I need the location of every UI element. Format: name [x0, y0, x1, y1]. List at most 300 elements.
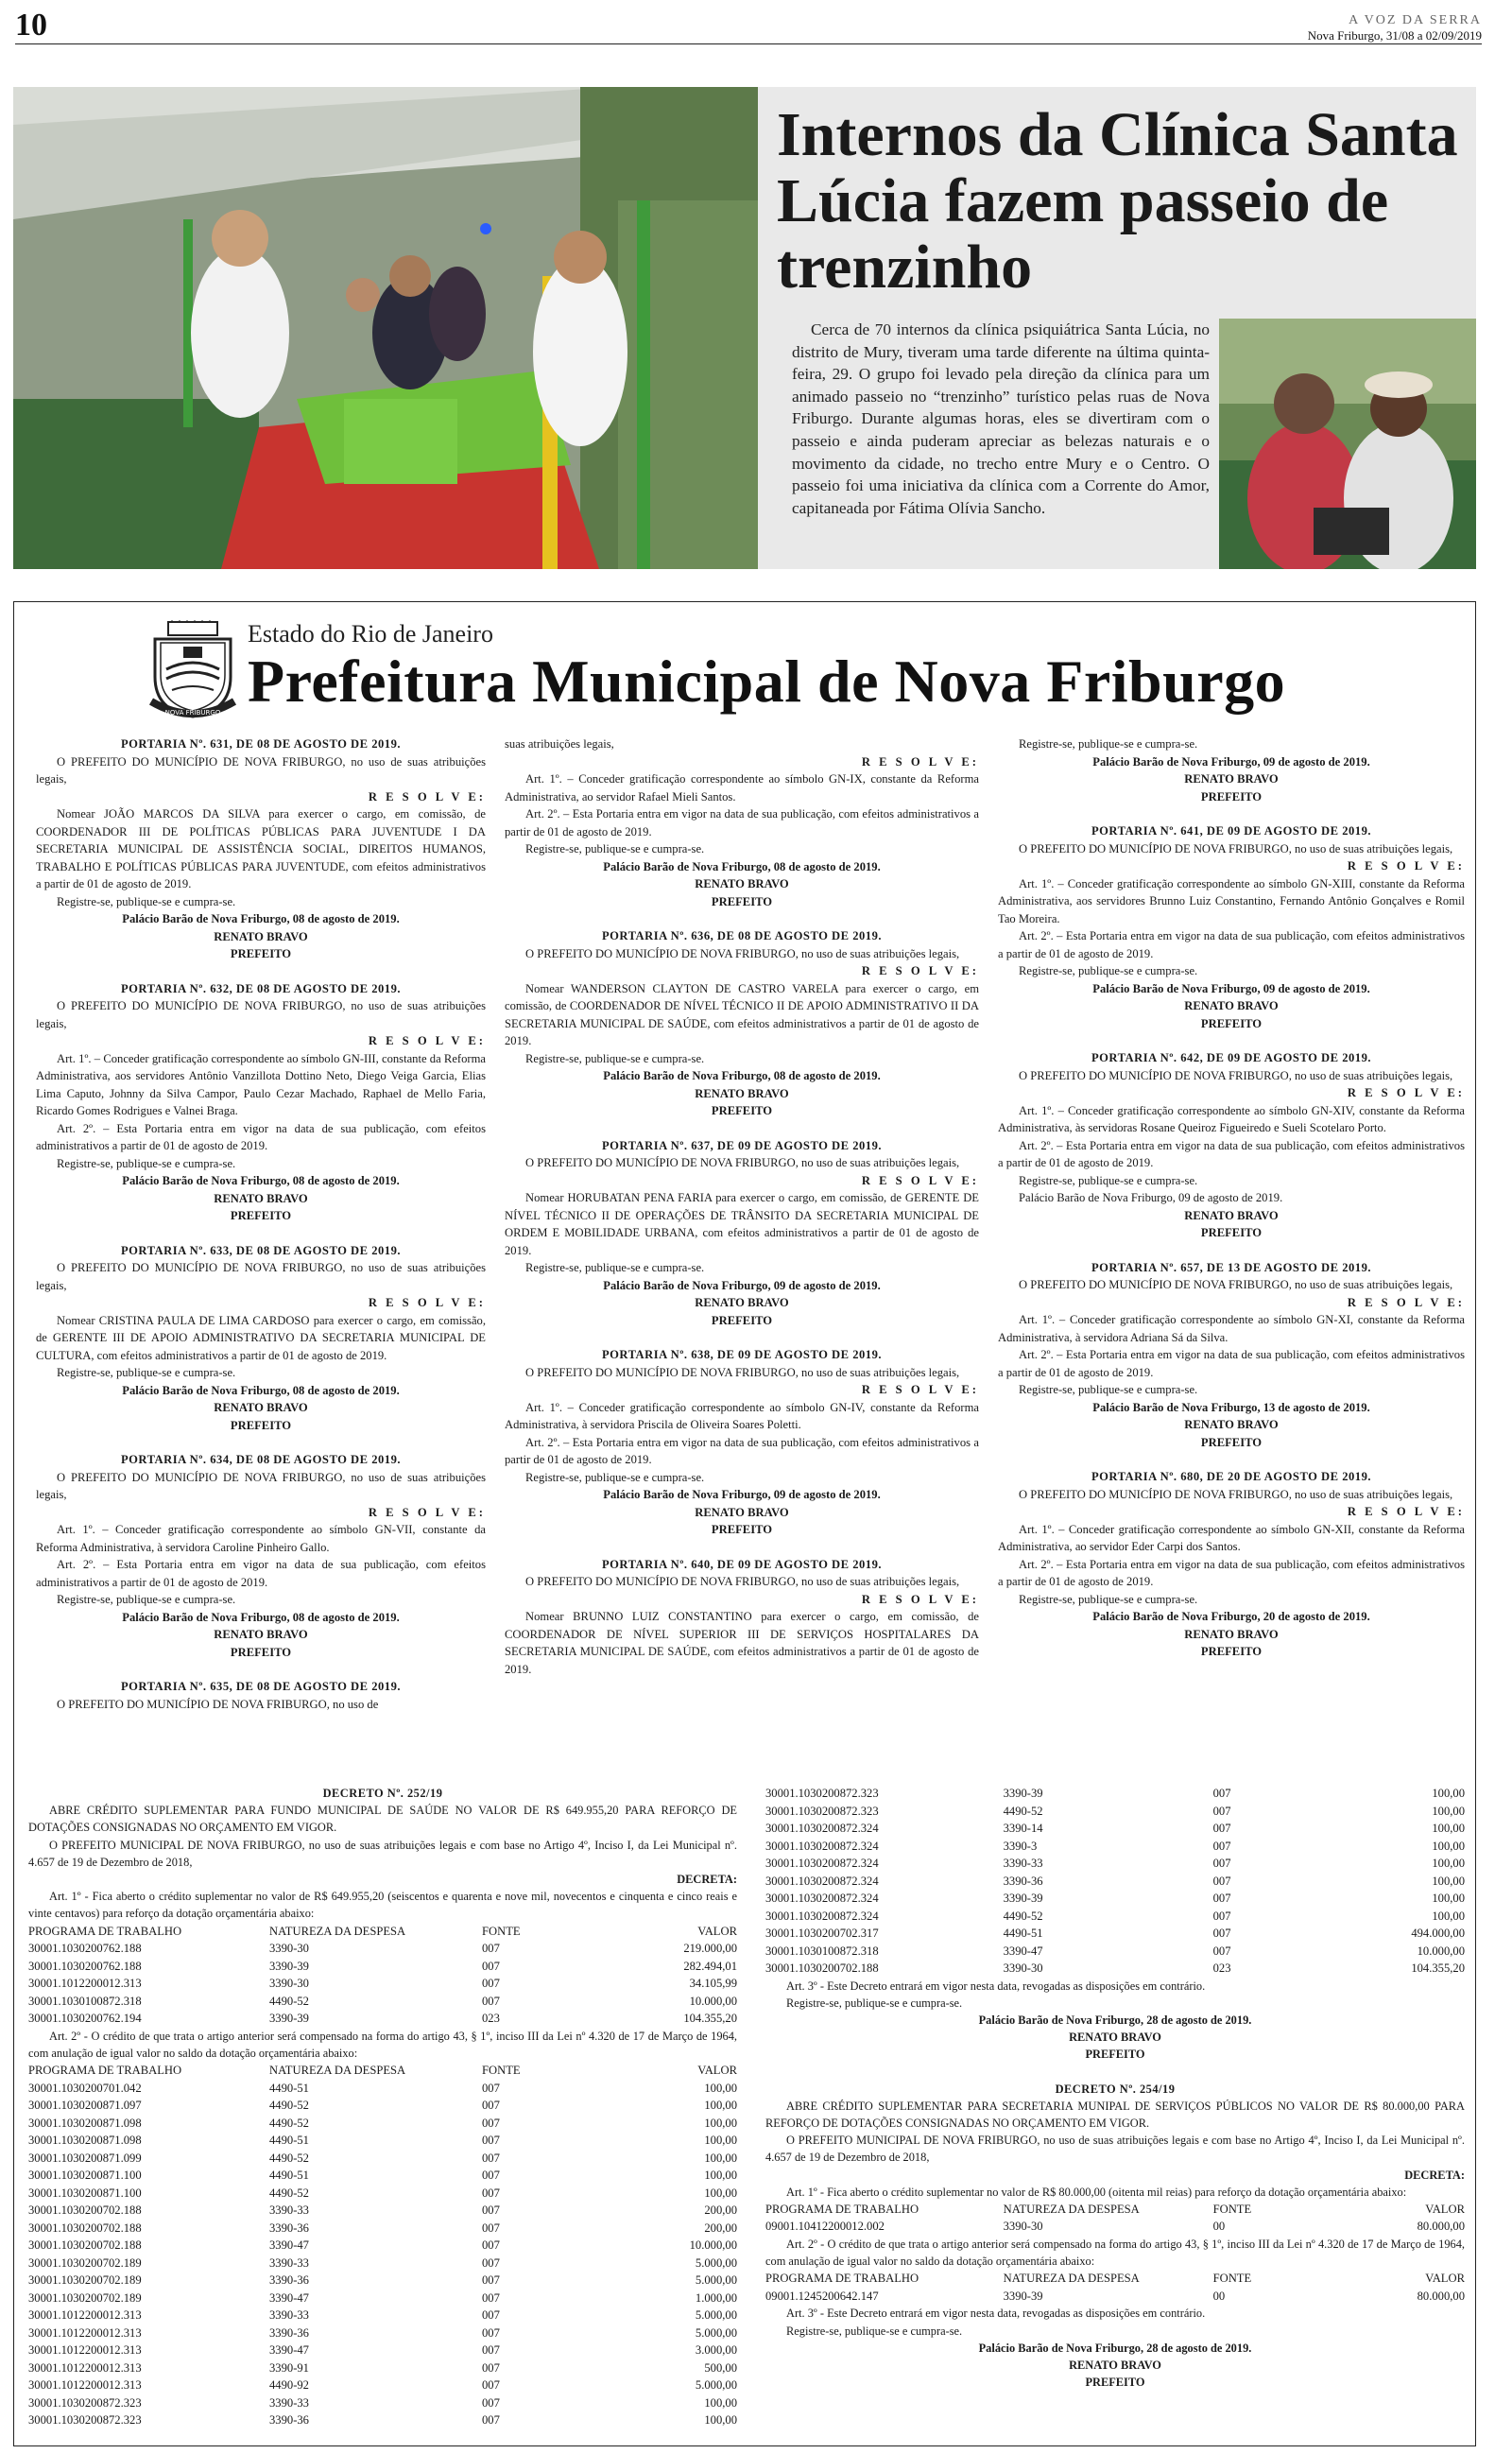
portaria-680	[998, 1468, 1465, 1661]
resolve: R E S O L V E:	[368, 1296, 486, 1309]
portaria-text: Art. 1º. – Conceder gratificação correspondente ao símbolo GN-VII, constante da Reforma Administrativa, à servidora Caroline Pinheiro Gallo.	[36, 1523, 486, 1554]
signer-role: PREFEITO	[711, 1104, 773, 1117]
programa-cell: 30001.1030200871.100	[28, 2186, 142, 2200]
natureza-cell: 4490-92	[269, 2378, 309, 2393]
publique: Registre-se, publique-se e cumpra-se.	[57, 894, 236, 908]
table-row	[765, 2218, 1465, 2236]
portaria-text: Nomear CRISTINA PAULA DE LIMA CARDOSO para exercer o cargo, em comissão, de GERENTE III DE APOIO ADMINISTRATIVO DA SECRETARIA MUNICIPAL DE CULTURA, com efeitos administrativos a partir de 01 de agosto de 2019.	[36, 1313, 486, 1362]
palace-date: Palácio Barão de Nova Friburgo, 08 de agosto de 2019.	[122, 912, 400, 925]
state-name: Estado do Rio de Janeiro	[248, 620, 493, 648]
programa-cell: 30001.1030200871.098	[28, 2134, 142, 2148]
publique: Registre-se, publique-se e cumpra-se.	[786, 1996, 963, 2010]
signer-name: RENATO BRAVO	[1069, 2031, 1161, 2045]
signer-name: RENATO BRAVO	[1184, 1208, 1279, 1222]
col-header-fonte: FONTE	[482, 2064, 521, 2078]
column-3	[998, 735, 1465, 1661]
decreto-art2: Art. 2º - O crédito de que trata o artigo anterior será compensado na forma do artigo 43, § 1º, inciso III da Lei nº 4.320 de 17 de Março de 1964, com anulação de igual valor no saldo da dotação orçamentária abaixo:	[28, 2029, 737, 2060]
programa-cell: 30001.1030100872.318	[765, 1944, 879, 1958]
natureza-cell: 3390-30	[269, 1977, 309, 1991]
signer-role: PREFEITO	[1085, 2376, 1145, 2390]
portaria-text: Nomear WANDERSON CLAYTON DE CASTRO VARELA para exercer o cargo, em comissão, de COORDENADOR DE NÍVEL TÉCNICO II DE APOIO ADMINISTRATIVO II DA SECRETARIA MUNICIPAL DE SAÚDE, com efeitos administrativos a partir de 01 de agosto de 2019.	[505, 981, 979, 1047]
programa-cell: 30001.1012200012.313	[28, 2378, 142, 2393]
programa-cell: 30001.1030200872.323	[28, 2395, 142, 2410]
portaria-title: PORTARIA Nº. 634, DE 08 DE AGOSTO DE 2019.	[120, 1453, 402, 1466]
signer-role: PREFEITO	[1200, 1226, 1263, 1239]
signer-name: RENATO BRAVO	[695, 1296, 789, 1309]
table-row	[28, 2359, 737, 2377]
table-row	[28, 1993, 737, 2011]
table-row	[765, 1803, 1465, 1821]
valor-cell: 200,00	[704, 2203, 737, 2218]
fonte-cell: 007	[1212, 1822, 1231, 1835]
fonte-cell: 007	[482, 1959, 500, 1973]
programa-cell: 30001.1030200702.188	[765, 1961, 879, 1975]
decreto-254-table-2	[765, 2270, 1465, 2305]
col-header-natureza: NATUREZA DA DESPESA	[1003, 2272, 1140, 2286]
valor-cell: 10.000,00	[689, 1994, 737, 2008]
publique: Registre-se, publique-se e cumpra-se.	[1019, 1592, 1198, 1606]
programa-cell: 30001.1012200012.313	[28, 2343, 142, 2358]
col-header-valor: VALOR	[1425, 2272, 1465, 2286]
decreto-art3: Art. 3º - Este Decreto entrará em vigor nesta data, revogadas as disposições em contrário.	[786, 2307, 1206, 2321]
natureza-cell: 3390-39	[269, 1959, 309, 1973]
table-row	[765, 1960, 1465, 1978]
portaria-vigor: Art. 2º. – Esta Portaria entra em vigor na data de sua publicação, com efeitos administrativos a partir de 01 de agosto de 2019.	[505, 807, 979, 838]
table-row	[765, 2288, 1465, 2306]
valor-cell: 10.000,00	[1417, 1944, 1465, 1958]
portaria-635-start	[36, 1678, 486, 1713]
fonte-cell: 007	[482, 2169, 500, 2183]
natureza-cell: 3390-33	[1003, 1857, 1043, 1870]
natureza-cell: 3390-47	[269, 2343, 309, 2358]
fonte-cell: 007	[482, 2343, 500, 2358]
natureza-cell: 4490-52	[269, 1994, 309, 2008]
fonte-cell: 007	[482, 1994, 500, 2008]
portaria-title: PORTARIA Nº. 633, DE 08 DE AGOSTO DE 2019.	[120, 1243, 402, 1257]
palace-date: Palácio Barão de Nova Friburgo, 09 de agosto de 2019.	[1092, 981, 1370, 995]
portaria-title: PORTARIA Nº. 657, DE 13 DE AGOSTO DE 2019.	[1091, 1260, 1372, 1274]
natureza-cell: 4490-52	[269, 2116, 309, 2130]
signer-role: PREFEITO	[230, 1645, 292, 1659]
train-photo	[13, 87, 758, 569]
prefeitura-title: Prefeitura Municipal de Nova Friburgo	[248, 648, 1286, 715]
valor-cell: 494.000,00	[1411, 1927, 1465, 1940]
fonte-cell: 007	[482, 2255, 500, 2270]
valor-cell: 34.105,99	[689, 1977, 737, 1991]
natureza-cell: 4490-51	[269, 2169, 309, 2183]
table-row	[765, 1908, 1465, 1926]
fonte-cell: 007	[482, 2099, 500, 2113]
decreto-title: DECRETO Nº. 252/19	[322, 1787, 443, 1800]
decreto-art1: Art. 1º - Fica aberto o crédito suplementar no valor de R$ 80.000,00 (oitenta mil reias) para reforço da dotação orçamentária abaixo:	[786, 2185, 1407, 2199]
valor-cell: 100,00	[1432, 1822, 1465, 1835]
preamble: O PREFEITO DO MUNICÍPIO DE NOVA FRIBURGO, no uso de	[57, 1697, 379, 1711]
programa-cell: 30001.1030200762.188	[28, 1959, 142, 1973]
palace-date: Palácio Barão de Nova Friburgo, 09 de agosto de 2019.	[603, 1488, 881, 1501]
signer-name: RENATO BRAVO	[214, 1401, 308, 1414]
programa-cell: 30001.1030200872.324	[765, 1874, 879, 1888]
fonte-cell: 007	[1212, 1944, 1231, 1958]
fonte-cell: 007	[482, 2134, 500, 2148]
fonte-cell: 007	[482, 2325, 500, 2340]
resolve: R E S O L V E:	[1347, 859, 1465, 873]
natureza-cell: 4490-52	[269, 2099, 309, 2113]
valor-cell: 5.000,00	[695, 2255, 737, 2270]
table-row	[28, 2237, 737, 2255]
signer-role: PREFEITO	[1200, 789, 1263, 804]
portaria-vigor: Art. 2º. – Esta Portaria entra em vigor na data de sua publicação, com efeitos administrativos a partir de 01 de agosto de 2019.	[505, 1435, 979, 1466]
col-header-natureza: NATUREZA DA DESPESA	[269, 2064, 406, 2078]
resolve: R E S O L V E:	[368, 1034, 486, 1047]
table-row	[28, 1975, 737, 1993]
table-row	[28, 2255, 737, 2273]
col-header-natureza: NATUREZA DA DESPESA	[269, 1924, 406, 1938]
valor-cell: 5.000,00	[695, 2273, 737, 2288]
publique: Registre-se, publique-se e cumpra-se.	[57, 1366, 236, 1379]
col-header-valor: VALOR	[697, 1924, 737, 1938]
natureza-cell: 4490-52	[269, 2186, 309, 2200]
natureza-cell: 4490-52	[1003, 1804, 1043, 1818]
table-row	[28, 2394, 737, 2412]
decreto-column-right	[765, 1785, 1465, 2391]
resolve: R E S O L V E:	[1347, 1505, 1465, 1518]
palace-date: Palácio Barão de Nova Friburgo, 08 de agosto de 2019.	[122, 1174, 400, 1187]
portaria-632	[36, 980, 486, 1225]
resolve: R E S O L V E:	[1347, 1086, 1465, 1099]
valor-cell: 80.000,00	[1417, 2289, 1465, 2303]
publique: Registre-se, publique-se e cumpra-se.	[1019, 1383, 1198, 1396]
table-row	[765, 1890, 1465, 1908]
table-row	[28, 2150, 737, 2168]
signer-role: PREFEITO	[711, 894, 773, 908]
publique: Registre-se, publique-se e cumpra-se.	[525, 1261, 705, 1274]
programa-cell: 30001.1030200871.098	[28, 2116, 142, 2130]
signer-role: PREFEITO	[711, 1313, 773, 1327]
table-row	[28, 2290, 737, 2307]
natureza-cell: 3390-36	[269, 2413, 309, 2428]
programa-cell: 30001.1030200702.188	[28, 2221, 142, 2235]
decreto-summary: ABRE CRÉDITO SUPLEMENTAR PARA SECRETARIA MUNIPAL DE SERVIÇOS PÚBLICOS NO VALOR DE R$ 80.000,00 PARA REFORÇO DE DOTAÇÕES CONSIGNADAS NO ORÇAMENTO EM VIGOR.	[765, 2099, 1465, 2130]
fonte-cell: 00	[1212, 2220, 1226, 2234]
resolve: R E S O L V E:	[1347, 1295, 1465, 1309]
valor-cell: 1.000,00	[695, 2290, 737, 2305]
programa-cell: 30001.1012200012.313	[28, 1977, 142, 1991]
portaria-vigor: Art. 2º. – Esta Portaria entra em vigor na data de sua publicação, com efeitos administrativos a partir de 01 de agosto de 2019.	[998, 1557, 1465, 1588]
valor-cell: 5.000,00	[695, 2378, 737, 2393]
table-row	[765, 1785, 1465, 1803]
fonte-cell: 007	[482, 2151, 500, 2165]
programa-cell: 30001.1012200012.313	[28, 2325, 142, 2340]
col-header-natureza: NATUREZA DA DESPESA	[1003, 2202, 1140, 2216]
decreta: DECRETA:	[1404, 2168, 1465, 2182]
natureza-cell: 4490-51	[1003, 1927, 1043, 1940]
fonte-cell: 007	[1212, 1927, 1231, 1940]
table-row	[765, 1873, 1465, 1891]
feature-title: Internos da Clínica Santa Lúcia fazem passeio de trenzinho	[777, 100, 1458, 302]
programa-cell: 30001.1030200762.194	[28, 2012, 142, 2026]
fonte-cell: 023	[482, 2012, 500, 2026]
col-header-fonte: FONTE	[482, 1924, 521, 1938]
decreto-252-table-1	[28, 1923, 737, 2028]
table-row	[28, 2097, 737, 2115]
fonte-cell: 023	[1212, 1961, 1231, 1975]
programa-cell: 30001.1030200872.323	[765, 1804, 879, 1818]
valor-cell: 200,00	[704, 2221, 737, 2235]
valor-cell: 5.000,00	[695, 2308, 737, 2323]
portaria-title: PORTARIA Nº. 635, DE 08 DE AGOSTO DE 2019.	[120, 1680, 402, 1693]
natureza-cell: 3390-36	[269, 2221, 309, 2235]
preamble-cont: suas atribuições legais,	[505, 737, 614, 751]
portaria-title: PORTARIA Nº. 640, DE 09 DE AGOSTO DE 2019.	[601, 1557, 883, 1571]
fonte-cell: 007	[482, 2395, 500, 2410]
fonte-cell: 007	[1212, 1857, 1231, 1870]
resolve: R E S O L V E:	[861, 964, 979, 977]
valor-cell: 100,00	[1432, 1874, 1465, 1888]
natureza-cell: 3390-47	[269, 2290, 309, 2305]
signer-name: RENATO BRAVO	[1069, 2358, 1161, 2372]
fonte-cell: 007	[482, 2378, 500, 2393]
programa-cell: 30001.1012200012.313	[28, 2308, 142, 2323]
portaria-text: Art. 1º. – Conceder gratificação correspondente ao símbolo GN-XIII, constante da Reforma Administrativa, aos servidores Brunno Luiz Constantino, Fernando Antônio Gonçalves e Romil Tao Moreira.	[998, 876, 1465, 925]
column-2	[505, 735, 979, 1678]
fonte-cell: 007	[1212, 1874, 1231, 1888]
signer-role: PREFEITO	[230, 1209, 292, 1222]
natureza-cell: 3390-33	[269, 2395, 309, 2410]
programa-cell: 30001.1030200872.324	[765, 1892, 879, 1905]
decreto-252-table-3	[765, 1785, 1465, 1978]
table-row	[765, 1838, 1465, 1856]
page-number: 10	[15, 8, 47, 43]
programa-cell: 30001.1030200702.317	[765, 1927, 879, 1940]
natureza-cell: 3390-39	[1003, 2289, 1043, 2303]
programa-cell: 30001.1030200762.188	[28, 1942, 142, 1956]
palace-date: Palácio Barão de Nova Friburgo, 09 de agosto de 2019.	[1019, 1191, 1283, 1204]
coat-of-arms-icon	[146, 620, 240, 718]
preamble: O PREFEITO DO MUNICÍPIO DE NOVA FRIBURGO, no uso de suas atribuições legais,	[36, 1261, 486, 1292]
palace-date: Palácio Barão de Nova Friburgo, 08 de agosto de 2019.	[603, 859, 881, 873]
col-header-programa: PROGRAMA DE TRABALHO	[765, 2272, 919, 2286]
programa-cell: 30001.1030200871.100	[28, 2169, 142, 2183]
signer-role: PREFEITO	[1200, 1016, 1263, 1030]
valor-cell: 104.355,20	[1411, 1961, 1465, 1975]
fonte-cell: 007	[482, 2290, 500, 2305]
programa-cell: 30001.1030200702.189	[28, 2255, 142, 2270]
portaria-text: Nomear BRUNNO LUIZ CONSTANTINO para exercer o cargo, em comissão, de COORDENADOR DE NÍVEL SUPERIOR III DE SERVIÇOS HOSPITALARES DA SECRETARIA MUNICIPAL DE SAÚDE, com efeitos administrativos a partir de 01 de agosto de 2019.	[505, 1610, 979, 1676]
crest-banner-text: NOVA FRIBURGO	[164, 709, 221, 717]
valor-cell: 100,00	[1432, 1804, 1465, 1818]
couple-photo	[1219, 319, 1476, 569]
signer-role: PREFEITO	[230, 947, 292, 960]
paper-name: A VOZ DA SERRA	[1349, 13, 1482, 27]
signer-name: RENATO BRAVO	[1184, 1627, 1279, 1641]
col-header-programa: PROGRAMA DE TRABALHO	[28, 1924, 182, 1938]
portaria-636	[505, 927, 979, 1120]
table-row	[28, 2185, 737, 2203]
natureza-cell: 4490-52	[269, 2151, 309, 2165]
portaria-vigor: Art. 2º. – Esta Portaria entra em vigor na data de sua publicação, com efeitos administrativos a partir de 01 de agosto de 2019.	[998, 1348, 1465, 1379]
valor-cell: 100,00	[704, 2151, 737, 2165]
valor-cell: 100,00	[1432, 1909, 1465, 1923]
col-header-valor: VALOR	[697, 2064, 737, 2078]
valor-cell: 104.355,20	[683, 2012, 737, 2026]
valor-cell: 100,00	[704, 2099, 737, 2113]
natureza-cell: 3390-14	[1003, 1822, 1043, 1835]
decreto-art2: Art. 2º - O crédito de que trata o artigo anterior será compensado na forma do artigo 43, § 1º, inciso III da Lei nº 4.320 de 17 de Março de 1964, com anulação de igual valor no saldo da dotação orçamentária abaixo:	[765, 2237, 1465, 2269]
fonte-cell: 007	[482, 2081, 500, 2095]
natureza-cell: 3390-33	[269, 2255, 309, 2270]
valor-cell: 3.000,00	[695, 2343, 737, 2358]
feature-body	[792, 319, 1210, 519]
programa-cell: 30001.1030200871.097	[28, 2099, 142, 2113]
signer-name: RENATO BRAVO	[214, 1628, 308, 1641]
col-header-valor: VALOR	[1425, 2202, 1465, 2216]
fonte-cell: 007	[482, 2238, 500, 2253]
resolve: R E S O L V E:	[861, 754, 979, 769]
portaria-title: PORTARIA Nº. 637, DE 09 DE AGOSTO DE 2019.	[601, 1138, 883, 1152]
natureza-cell: 3390-33	[269, 2203, 309, 2218]
publique: Registre-se, publique-se e cumpra-se.	[525, 1051, 705, 1065]
valor-cell: 100,00	[704, 2169, 737, 2183]
programa-cell: 30001.1030200872.323	[28, 2413, 142, 2428]
programa-cell: 30001.1030200872.323	[765, 1787, 879, 1800]
table-row	[765, 1943, 1465, 1961]
portaria-title: PORTARIA Nº. 642, DE 09 DE AGOSTO DE 2019.	[1091, 1051, 1372, 1064]
programa-cell: 30001.1030200872.324	[765, 1839, 879, 1853]
signer-name: RENATO BRAVO	[214, 929, 308, 943]
programa-cell: 30001.1030200871.099	[28, 2151, 142, 2165]
valor-cell: 100,00	[704, 2413, 737, 2428]
publique: Registre-se, publique-se e cumpra-se.	[57, 1156, 236, 1170]
publique: Registre-se, publique-se e cumpra-se.	[1019, 964, 1198, 977]
palace-date: Palácio Barão de Nova Friburgo, 28 de agosto de 2019.	[978, 2013, 1252, 2027]
signer-name: RENATO BRAVO	[695, 877, 789, 890]
fonte-cell: 007	[482, 1977, 500, 1991]
portaria-title: PORTARIA Nº. 636, DE 08 DE AGOSTO DE 2019.	[601, 929, 883, 942]
fonte-cell: 007	[482, 2273, 500, 2288]
valor-cell: 100,00	[1432, 1892, 1465, 1905]
fonte-cell: 007	[482, 2413, 500, 2428]
portaria-640	[505, 1556, 979, 1679]
table-row	[765, 1925, 1465, 1943]
natureza-cell: 3390-47	[269, 2238, 309, 2253]
preamble: O PREFEITO DO MUNICÍPIO DE NOVA FRIBURGO, no uso de suas atribuições legais,	[525, 1575, 960, 1588]
signer-name: RENATO BRAVO	[1184, 1418, 1279, 1431]
table-row	[28, 1940, 737, 1958]
table-row	[28, 2202, 737, 2220]
portaria-title: PORTARIA Nº. 632, DE 08 DE AGOSTO DE 2019.	[120, 981, 402, 995]
palace-date: Palácio Barão de Nova Friburgo, 08 de agosto de 2019.	[122, 1610, 400, 1624]
signer-name: RENATO BRAVO	[214, 1191, 308, 1205]
preamble: O PREFEITO DO MUNICÍPIO DE NOVA FRIBURGO, no uso de suas atribuições legais,	[1019, 1487, 1453, 1501]
portaria-text: Nomear JOÃO MARCOS DA SILVA para exercer o cargo, em comissão, de COORDENADOR III DE POLÍTICAS PÚBLICAS PARA JUVENTUDE I DA SECRETARIA MUNICIPAL DE ASSISTÊNCIA SOCIAL, DIREITOS HUMANOS, TRABALHO E POLÍTICAS PÚBLICAS PARA JUVENTUDE, com efeitos administrativos a partir de 01 de agosto de 2019.	[36, 807, 486, 890]
table-row	[28, 2376, 737, 2394]
valor-cell: 100,00	[704, 2186, 737, 2200]
programa-cell: 30001.1030200701.042	[28, 2081, 142, 2095]
resolve: R E S O L V E:	[861, 1592, 979, 1606]
signer-role: PREFEITO	[711, 1523, 773, 1536]
natureza-cell: 3390-39	[1003, 1787, 1043, 1800]
portaria-text: Art. 1º. – Conceder gratificação correspondente ao símbolo GN-III, constante da Reforma Administrativa, aos servidores Antônio Vanzillota Dottino Neto, Diego Veiga Garcia, Elias Lima Caputo, Johnny da Silva Campor, Paulo Cezar Machado, Raphael de Mello Faria, Ricardo Gomes Rodrigues e Valnei Braga.	[36, 1051, 486, 1117]
portaria-634	[36, 1451, 486, 1661]
signer-role: PREFEITO	[1200, 1435, 1263, 1449]
resolve: R E S O L V E:	[368, 789, 486, 804]
decreto-254-table-1	[765, 2201, 1465, 2236]
fonte-cell: 007	[1212, 1892, 1231, 1905]
natureza-cell: 3390-30	[269, 1942, 309, 1956]
programa-cell: 30001.1030200872.324	[765, 1909, 879, 1923]
decreto-art1: Art. 1º - Fica aberto o crédito suplementar no valor de R$ 649.955,20 (seiscentos e quarenta e nove mil, novecentos e cinquenta e cinco reais e vinte centavos) para reforço da dotação orçamentária abaixo:	[28, 1890, 737, 1921]
natureza-cell: 3390-30	[1003, 1961, 1043, 1975]
preamble: O PREFEITO DO MUNICÍPIO DE NOVA FRIBURGO, no uso de suas atribuições legais,	[525, 1365, 960, 1379]
programa-cell: 30001.1030100872.318	[28, 1994, 142, 2008]
publique: Registre-se, publique-se e cumpra-se.	[1019, 737, 1198, 751]
table-row	[28, 1958, 737, 1976]
header-rule	[15, 43, 1482, 44]
natureza-cell: 3390-47	[1003, 1944, 1043, 1958]
natureza-cell: 3390-39	[1003, 1892, 1043, 1905]
decreto-preamble: O PREFEITO MUNICIPAL DE NOVA FRIBURGO, no uso de suas atribuições legais e com base no Artigo 4º, Inciso I, da Lei Municipal nº. 4.657 de 19 de Dezembro de 2018,	[765, 2134, 1465, 2165]
table-row	[765, 1820, 1465, 1838]
natureza-cell: 3390-36	[269, 2325, 309, 2340]
programa-cell: 30001.1030200702.188	[28, 2203, 142, 2218]
palace-date: Palácio Barão de Nova Friburgo, 13 de agosto de 2019.	[1092, 1400, 1370, 1414]
signer-name: RENATO BRAVO	[695, 1086, 789, 1100]
feature-story	[13, 87, 1476, 569]
valor-cell: 500,00	[704, 2360, 737, 2375]
decreto-preamble: O PREFEITO MUNICIPAL DE NOVA FRIBURGO, no uso de suas atribuições legais e com base no Artigo 4º, Inciso I, da Lei Municipal nº. 4.657 de 19 de Dezembro de 2018,	[28, 1838, 737, 1869]
valor-cell: 219.000,00	[683, 1942, 737, 1956]
fonte-cell: 007	[1212, 1909, 1231, 1923]
fonte-cell: 007	[482, 2116, 500, 2130]
palace-date: Palácio Barão de Nova Friburgo, 28 de agosto de 2019.	[978, 2341, 1252, 2355]
portaria-text: Nomear HORUBATAN PENA FARIA para exercer o cargo, em comissão, de GERENTE DE NÍVEL TÉCNICO II DE OPERAÇÕES DE TRÂNSITO DA SECRETARIA MUNICIPAL DE ORDEM E MOBILIDADE URBANA, com efeitos administrativos a partir de 01 de agosto de 2019.	[505, 1191, 979, 1257]
natureza-cell: 3390-3	[1003, 1839, 1038, 1853]
valor-cell: 100,00	[704, 2134, 737, 2148]
publique: Registre-se, publique-se e cumpra-se.	[1019, 1173, 1198, 1187]
issue-date: Nova Friburgo, 31/08 a 02/09/2019	[1307, 28, 1482, 43]
signer-role: PREFEITO	[1085, 2048, 1145, 2062]
portaria-title: PORTARIA Nº. 641, DE 09 DE AGOSTO DE 2019.	[1091, 824, 1372, 838]
decreto-252-table-2	[28, 2062, 737, 2429]
portaria-638	[505, 1346, 979, 1539]
palace-date: Palácio Barão de Nova Friburgo, 09 de agosto de 2019.	[1092, 754, 1370, 769]
valor-cell: 10.000,00	[689, 2238, 737, 2253]
signer-role: PREFEITO	[1200, 1645, 1263, 1658]
table-row	[765, 1855, 1465, 1873]
table-row	[28, 2115, 737, 2133]
portaria-631	[36, 735, 486, 963]
publique: Registre-se, publique-se e cumpra-se.	[525, 1470, 705, 1484]
natureza-cell: 3390-30	[1003, 2220, 1043, 2234]
palace-date: Palácio Barão de Nova Friburgo, 09 de agosto de 2019.	[603, 1278, 881, 1292]
portaria-vigor: Art. 2º. – Esta Portaria entra em vigor na data de sua publicação, com efeitos administrativos a partir de 01 de agosto de 2019.	[36, 1558, 486, 1589]
natureza-cell: 4490-51	[269, 2081, 309, 2095]
portaria-637	[505, 1137, 979, 1330]
natureza-cell: 3390-91	[269, 2360, 309, 2375]
fonte-cell: 007	[1212, 1787, 1231, 1800]
programa-cell: 30001.1030200702.188	[28, 2238, 142, 2253]
fonte-cell: 007	[482, 2221, 500, 2235]
palace-date: Palácio Barão de Nova Friburgo, 08 de agosto de 2019.	[122, 1383, 400, 1397]
table-row	[28, 2307, 737, 2324]
valor-cell: 282.494,01	[683, 1959, 737, 1973]
natureza-cell: 3390-39	[269, 2012, 309, 2026]
portaria-641	[998, 822, 1465, 1032]
resolve: R E S O L V E:	[861, 1383, 979, 1396]
decreto-summary: ABRE CRÉDITO SUPLEMENTAR PARA FUNDO MUNICIPAL DE SAÚDE NO VALOR DE R$ 649.955,20 PARA REFORÇO DE DOTAÇÕES CONSIGNADAS NO ORÇAMENTO EM VIGOR.	[28, 1804, 737, 1835]
signer-name: RENATO BRAVO	[695, 1505, 789, 1519]
feature-text: Cerca de 70 internos da clínica psiquiátrica Santa Lúcia, no distrito de Mury, tiveram uma tarde diferente na última quinta-feira, 29. O grupo foi levado pela direção da clínica para um animado passeio no “trenzinho” turístico pelas ruas de Nova Friburgo. Durante algumas horas, eles se divertiram com o passeio e ainda puderam apreciar as belezas naturais e o movimento da cidade, no trecho entre Mury e o Centro. O passeio foi uma iniciativa da clínica com a Corrente do Amor, capitaneada por Fátima Olívia Sancho.	[792, 320, 1210, 517]
